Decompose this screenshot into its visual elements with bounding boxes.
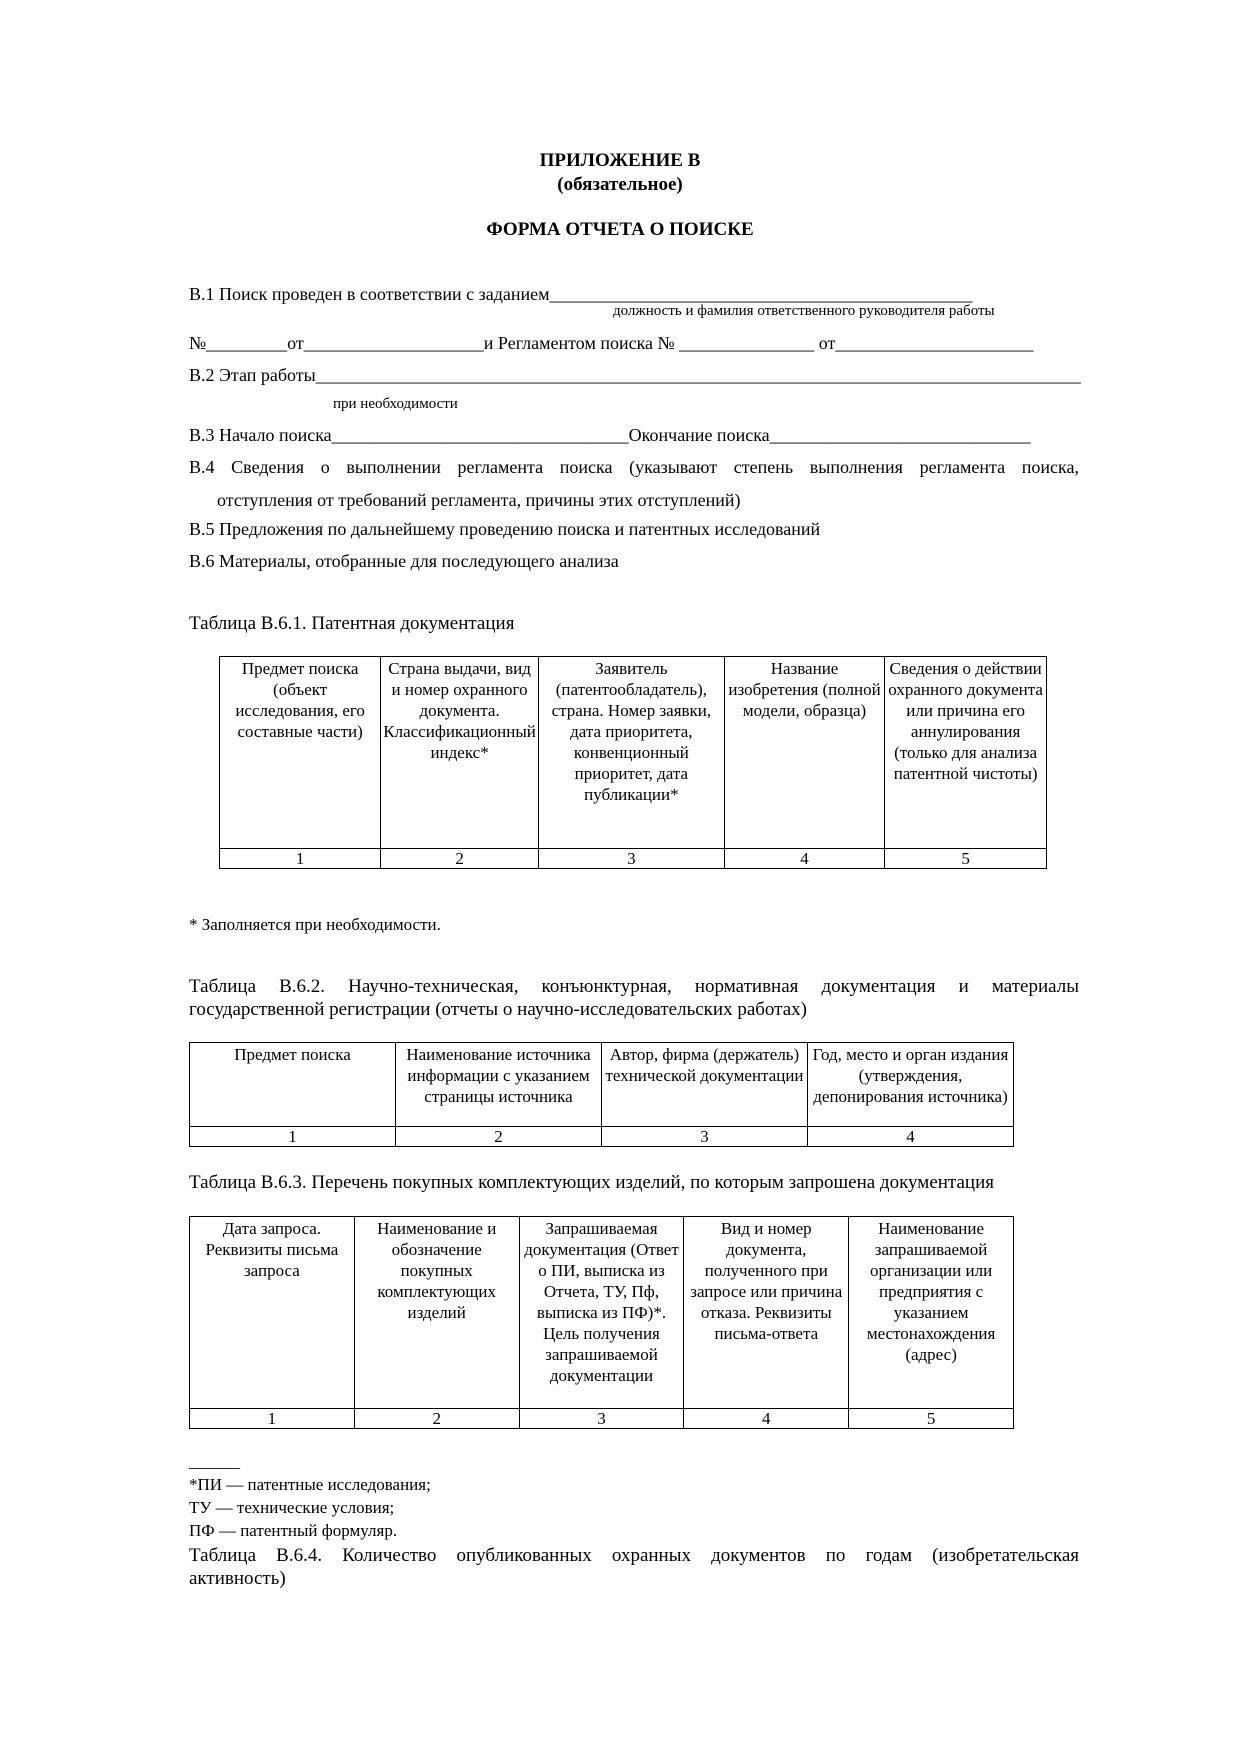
note-b1: должность и фамилия ответственного руководителя работы <box>613 303 995 319</box>
table2-header: Предмет поиска <box>190 1043 396 1127</box>
table2-number: 3 <box>602 1127 808 1147</box>
table3-header: Вид и номер документа, полученного при запросе или причина отказа. Реквизиты письма-ответа <box>684 1217 849 1409</box>
table2-title <box>189 975 1079 1021</box>
table3-header: Запрашиваемая документация (Ответ о ПИ, выписка из Отчета, ТУ, Пф, выписка из ПФ)*. Цель получения запрашиваемой документации <box>519 1217 684 1409</box>
line-b4 <box>189 455 1079 512</box>
table3-number: 4 <box>684 1409 849 1429</box>
footnote-tu: ТУ — технические условия; <box>189 1498 395 1517</box>
table3-number: 3 <box>519 1409 684 1429</box>
footnote-pf: ПФ — патентный формуляр. <box>189 1521 398 1540</box>
table2-number: 4 <box>808 1127 1014 1147</box>
table2-number: 2 <box>396 1127 602 1147</box>
line-b1: В.1 Поиск проведен в соответствии с заданием_______________________________________________ <box>189 284 973 304</box>
table-patent-docs <box>219 656 1047 869</box>
table3-header: Дата запроса. Реквизиты письма запроса <box>190 1217 355 1409</box>
table2-header: Автор, фирма (держатель) технической документации <box>602 1043 808 1127</box>
table1-note: * Заполняется при необходимости. <box>189 915 441 934</box>
table1-title: Таблица В.6.1. Патентная документация <box>189 613 515 634</box>
table3-number: 2 <box>354 1409 519 1429</box>
table1-number: 2 <box>381 849 539 869</box>
line-b1-cont: №_________от____________________и Регламентом поиска № _______________ от______________________ <box>189 333 1034 353</box>
table1-number: 3 <box>538 849 724 869</box>
form-title: ФОРМА ОТЧЕТА О ПОИСКЕ <box>486 219 754 240</box>
footnote-rule: ______ <box>189 1452 240 1471</box>
appendix-title: ПРИЛОЖЕНИЕ В <box>539 150 701 171</box>
table2-header: Наименование источника информации с указанием страницы источника <box>396 1043 602 1127</box>
table3-header: Наименование запрашиваемой организации или предприятия с указанием местонахождения (адрес) <box>849 1217 1014 1409</box>
table1-number: 1 <box>220 849 381 869</box>
table2-number: 1 <box>190 1127 396 1147</box>
table1-header: Название изобретения (полной модели, образца) <box>724 657 884 849</box>
line-b4-second: отступления от требований регламента, причины этих отступлений) <box>217 490 741 510</box>
table-purchased-components <box>189 1216 1014 1429</box>
table2-title-first: Таблица В.6.2. Научно-техническая, конъюнктурная, нормативная документация и материалы <box>189 976 1079 997</box>
note-b2: при необходимости <box>333 396 458 412</box>
table1-header: Страна выдачи, вид и номер охранного документа. Классификационный индекс* <box>381 657 539 849</box>
table1-number: 4 <box>724 849 884 869</box>
table3-title: Таблица В.6.3. Перечень покупных комплектующих изделий, по которым запрошена документация <box>189 1172 994 1193</box>
table1-header: Заявитель (патентообладатель), страна. Номер заявки, дата приоритета, конвенционный приоритет, дата публикации* <box>538 657 724 849</box>
line-b2: В.2 Этап работы_____________________________________________________________________________________ <box>189 365 1081 385</box>
table2-header: Год, место и орган издания (утверждения, депонирования источника) <box>808 1043 1014 1127</box>
line-b3: В.3 Начало поиска_________________________________Окончание поиска_____________________________ <box>189 425 1031 445</box>
table4-title-first: Таблица В.6.4. Количество опубликованных охранных документов по годам (изобретательская <box>189 1545 1079 1566</box>
table1-header: Предмет поиска (объект исследования, его составные части) <box>220 657 381 849</box>
table1-number: 5 <box>885 849 1047 869</box>
table4-title <box>189 1544 1079 1590</box>
line-b5: В.5 Предложения по дальнейшему проведению поиска и патентных исследований <box>189 519 821 539</box>
table1-header: Сведения о действии охранного документа или причина его аннулирования (только для анализа патентной чистоты) <box>885 657 1047 849</box>
table2-title-second: государственной регистрации (отчеты о научно-исследовательских работах) <box>189 999 807 1020</box>
footnote-pi: *ПИ — патентные исследования; <box>189 1475 431 1494</box>
table4-title-second: активность) <box>189 1568 286 1589</box>
appendix-subtitle: (обязательное) <box>557 174 683 195</box>
line-b4-first: В.4 Сведения о выполнении регламента поиска (указывают степень выполнения регламента поиска, <box>189 457 1079 477</box>
table3-header: Наименование и обозначение покупных комплектующих изделий <box>354 1217 519 1409</box>
table3-number: 5 <box>849 1409 1014 1429</box>
table-scientific-docs <box>189 1042 1014 1147</box>
line-b6: В.6 Материалы, отобранные для последующего анализа <box>189 551 619 571</box>
table3-number: 1 <box>190 1409 355 1429</box>
